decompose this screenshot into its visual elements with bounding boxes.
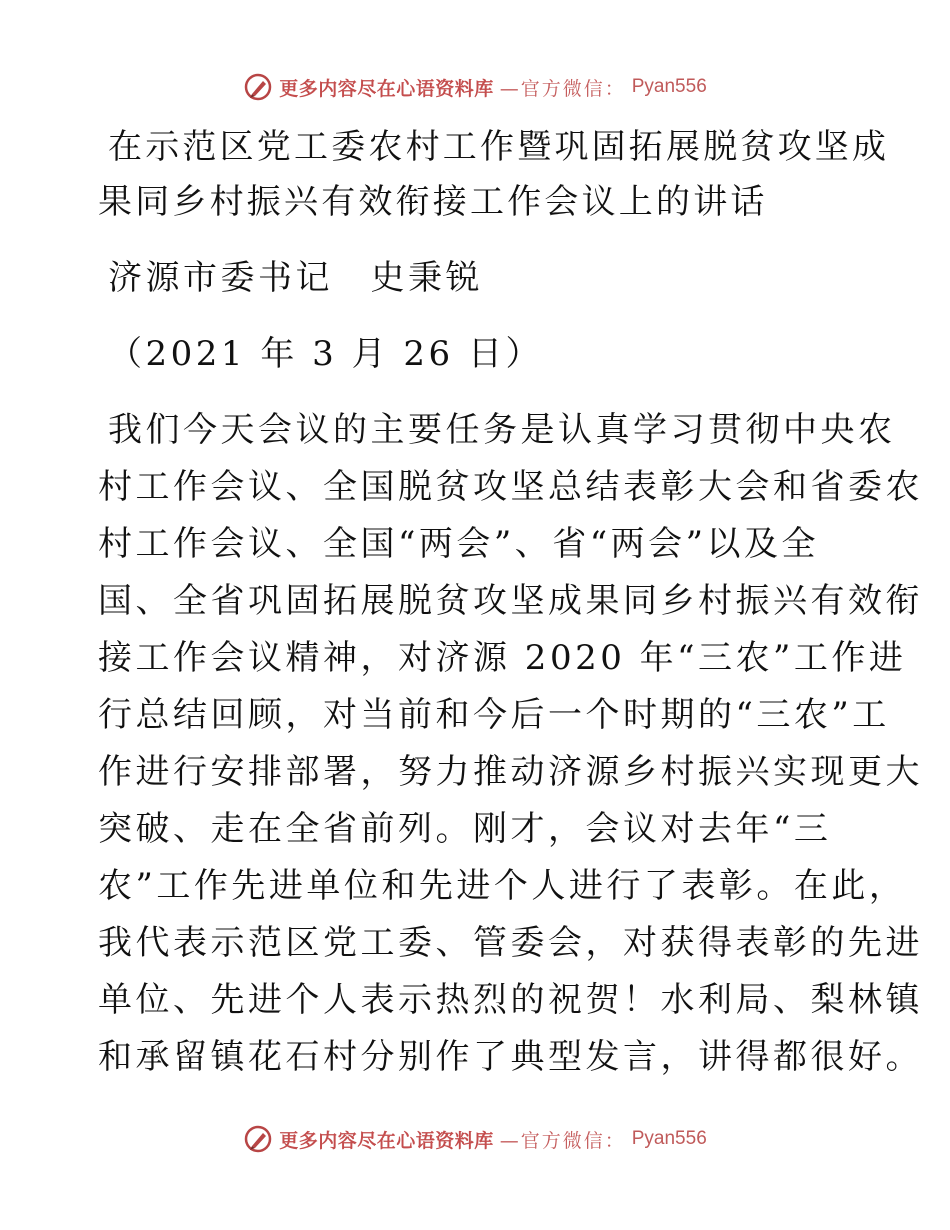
watermark-prefix: 更多内容尽在心语资料库 [279,77,494,100]
pen-logo-icon [243,72,273,102]
body-line-12: 和承留镇花石村分别作了典型发言，讲得都很好。 [98,1037,923,1077]
document-title-line-2: 果同乡村振兴有效衔接工作会议上的讲话 [98,182,768,222]
watermark-prefix: 更多内容尽在心语资料库 [279,1129,494,1152]
body-line-5: 接工作会议精神，对济源 2020 年“三农”工作进 [98,638,907,678]
body-line-3: 村工作会议、全国“两会”、省“两会”以及全 [98,524,820,564]
document-title-line-1: 在示范区党工委农村工作暨巩固拓展脱贫攻坚成 [108,127,890,167]
watermark-id: Pyan556 [631,76,707,97]
body-line-10: 我代表示范区党工委、管委会，对获得表彰的先进 [98,923,923,963]
watermark-footer [0,1124,950,1154]
body-line-8: 突破、走在全省前列。刚才，会议对去年“三 [98,809,832,849]
watermark-header [0,72,950,102]
watermark-id: Pyan556 [631,1128,707,1149]
body-line-4: 国、全省巩固拓展脱贫攻坚成果同乡村振兴有效衔 [98,581,923,621]
date-line: （2021 年 3 月 26 日） [108,334,543,374]
watermark-suffix: —官方微信： [499,77,626,100]
pen-logo-icon [243,1124,273,1154]
body-line-7: 作进行安排部署，努力推动济源乡村振兴实现更大 [98,752,923,792]
body-line-9: 农”工作先进单位和先进个人进行了表彰。在此， [98,866,907,906]
author-line: 济源市委书记 史秉锐 [108,258,483,298]
body-line-11: 单位、先进个人表示热烈的祝贺！水利局、梨林镇 [98,980,923,1020]
body-line-6: 行总结回顾，对当前和今后一个时期的“三农”工 [98,695,890,735]
body-line-1: 我们今天会议的主要任务是认真学习贯彻中央农 [108,410,896,450]
body-line-2: 村工作会议、全国脱贫攻坚总结表彰大会和省委农 [98,467,923,507]
watermark-suffix: —官方微信： [499,1129,626,1152]
